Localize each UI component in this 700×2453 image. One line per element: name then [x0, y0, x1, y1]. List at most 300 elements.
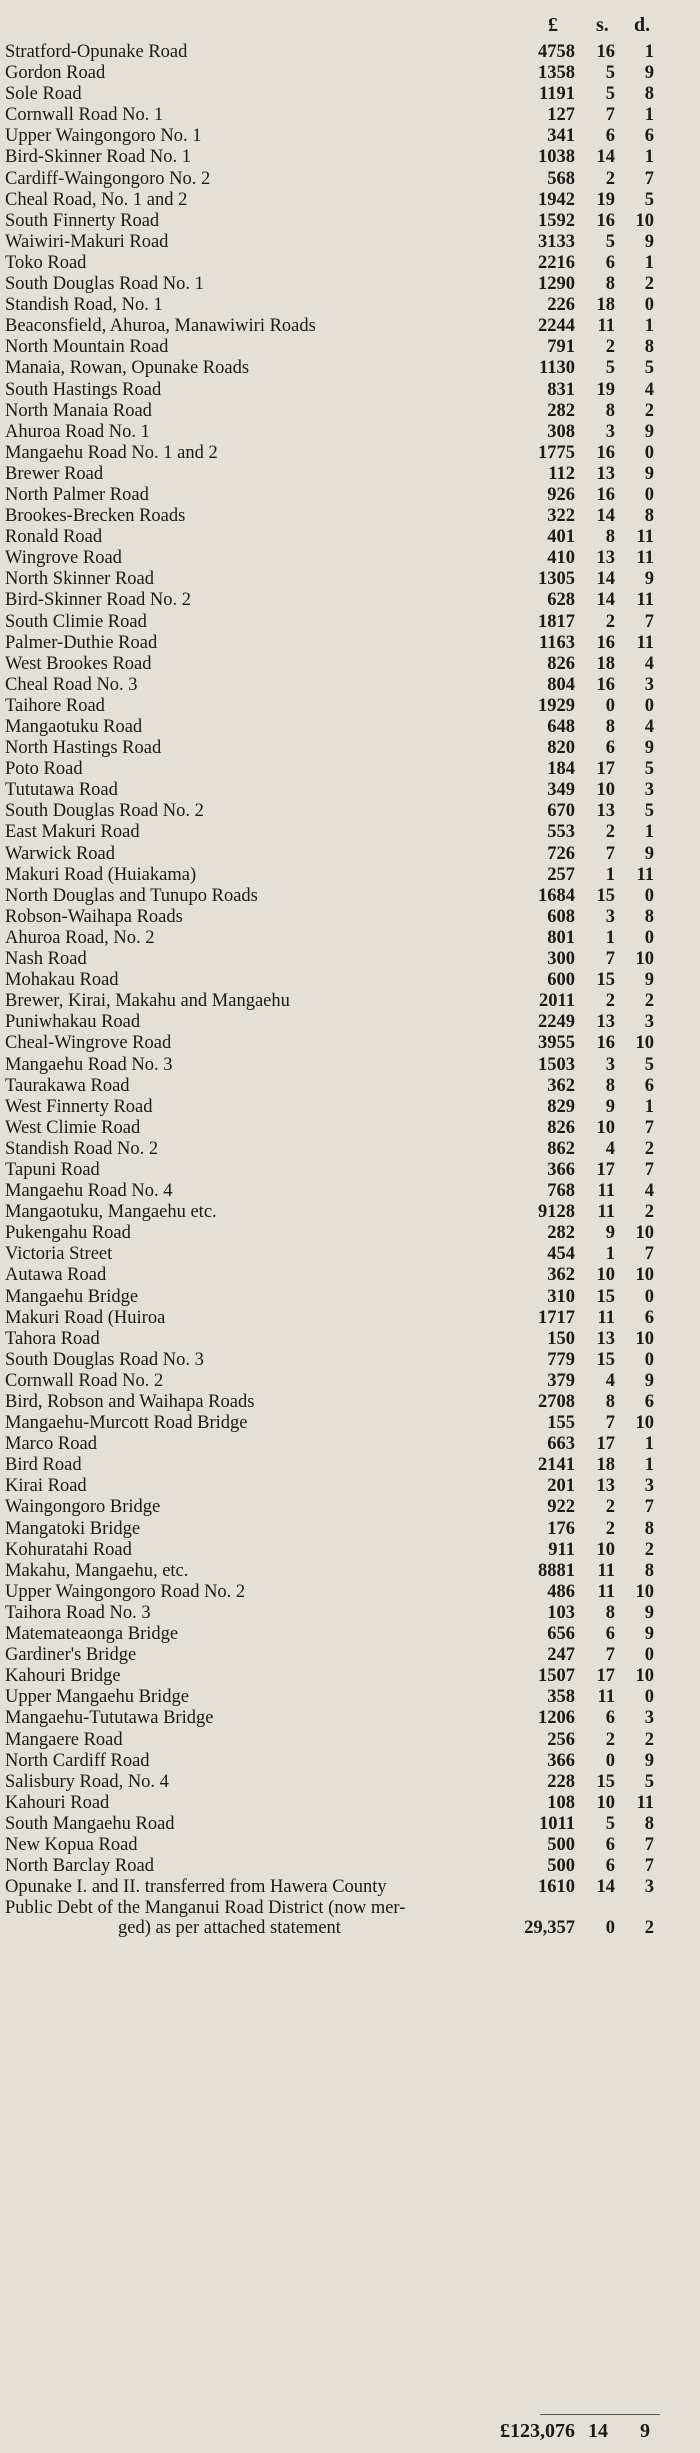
- row-shillings: 13: [596, 1012, 615, 1033]
- row-pence: 8: [644, 506, 654, 527]
- ledger-row: [0, 1582, 700, 1603]
- row-pence: 4: [644, 379, 654, 400]
- row-pounds: 1610: [538, 1877, 575, 1898]
- ledger-row: [0, 1814, 700, 1835]
- row-shillings: 18: [596, 295, 615, 316]
- row-name: Makahu, Mangaehu, etc.: [5, 1560, 189, 1581]
- row-pence: 1: [644, 252, 654, 273]
- row-pounds: 341: [547, 126, 575, 147]
- row-pounds: 358: [547, 1687, 575, 1708]
- row-shillings: 16: [596, 442, 615, 463]
- row-pounds: 184: [547, 759, 575, 780]
- row-name: Kirai Road: [5, 1476, 87, 1497]
- row-name: Cornwall Road No. 1: [5, 105, 164, 126]
- row-pounds: 663: [547, 1434, 575, 1455]
- row-pence: 0: [644, 1687, 654, 1708]
- row-pounds: 362: [547, 1265, 575, 1286]
- row-pounds: 401: [547, 527, 575, 548]
- row-pounds: 2216: [538, 252, 575, 273]
- row-pounds: 379: [547, 1370, 575, 1391]
- row-pence: 10: [635, 1223, 654, 1244]
- row-pounds: 820: [547, 738, 575, 759]
- row-name: North Manaia Road: [5, 400, 152, 421]
- row-pence: 4: [644, 1181, 654, 1202]
- row-shillings: 10: [596, 1265, 615, 1286]
- row-pounds: 282: [547, 1223, 575, 1244]
- row-shillings: 13: [596, 548, 615, 569]
- row-pence: 2: [644, 1138, 654, 1159]
- row-name: Mangaehu Road No. 3: [5, 1054, 173, 1075]
- ledger-row: [0, 886, 700, 907]
- row-name: Wingrove Road: [5, 548, 122, 569]
- row-pence: 1: [644, 1096, 654, 1117]
- total-pence: 9: [640, 2420, 650, 2442]
- row-pence: 7: [644, 168, 654, 189]
- row-shillings: 0: [605, 695, 615, 716]
- row-pence: 1: [644, 822, 654, 843]
- row-name: Palmer-Duthie Road: [5, 632, 158, 653]
- row-pounds: 322: [547, 506, 575, 527]
- row-name: Mangatoki Bridge: [5, 1518, 141, 1539]
- ledger-row: [0, 822, 700, 843]
- row-pence: 7: [644, 1159, 654, 1180]
- row-shillings: 6: [605, 1708, 615, 1729]
- row-pence: 5: [644, 1054, 654, 1075]
- ledger-row: [0, 380, 700, 401]
- row-pounds: 1929: [538, 695, 575, 716]
- ledger-row: [0, 1350, 700, 1371]
- ledger-row: [0, 1244, 700, 1265]
- row-name: Pukengahu Road: [5, 1223, 131, 1244]
- public-debt-row: [0, 1898, 700, 1938]
- row-name: Brewer Road: [5, 463, 104, 484]
- row-pence: 11: [636, 590, 654, 611]
- ledger-row: [0, 1730, 700, 1751]
- ledger-row: [0, 548, 700, 569]
- row-pence: 0: [644, 484, 654, 505]
- row-pounds: 862: [547, 1138, 575, 1159]
- row-shillings: 14: [596, 147, 615, 168]
- row-pounds: 366: [547, 1750, 575, 1771]
- row-pence: 8: [644, 1560, 654, 1581]
- row-pounds: 2141: [538, 1455, 575, 1476]
- row-name: Ronald Road: [5, 527, 103, 548]
- ledger-row: [0, 253, 700, 274]
- row-pounds: 3133: [538, 231, 575, 252]
- row-name: Cornwall Road No. 2: [5, 1370, 164, 1391]
- row-shillings: 16: [596, 484, 615, 505]
- row-pounds: 108: [547, 1792, 575, 1813]
- row-shillings: 5: [605, 231, 615, 252]
- row-pence: 9: [644, 843, 654, 864]
- ledger-row: [0, 316, 700, 337]
- row-pounds: 600: [547, 970, 575, 991]
- row-pounds: 608: [547, 906, 575, 927]
- row-pence: 8: [644, 906, 654, 927]
- row-name: Tahora Road: [5, 1328, 100, 1349]
- row-pounds: 553: [547, 822, 575, 843]
- row-pence: 0: [644, 695, 654, 716]
- row-pounds: 768: [547, 1181, 575, 1202]
- ledger-row: [0, 1666, 700, 1687]
- row-pounds: 155: [547, 1413, 575, 1434]
- row-pounds: 300: [547, 949, 575, 970]
- ledger-row: [0, 84, 700, 105]
- column-header: [0, 14, 700, 38]
- ledger-row: [0, 865, 700, 886]
- row-pence: 0: [644, 1645, 654, 1666]
- row-shillings: 2: [605, 1518, 615, 1539]
- row-pounds: 247: [547, 1645, 575, 1666]
- row-pounds: 256: [547, 1729, 575, 1750]
- row-shillings: 16: [596, 42, 615, 62]
- row-shillings: 15: [596, 1349, 615, 1370]
- row-shillings: 13: [596, 1476, 615, 1497]
- row-pence: 3: [644, 780, 654, 801]
- pence-header: d.: [634, 14, 651, 36]
- row-pounds: 1507: [538, 1666, 575, 1687]
- row-name: West Climie Road: [5, 1117, 141, 1138]
- row-shillings: 13: [596, 1328, 615, 1349]
- row-shillings: 3: [605, 421, 615, 442]
- row-pence: 3: [644, 1877, 654, 1898]
- ledger-row: [0, 506, 700, 527]
- row-name: Cheal Road No. 3: [5, 674, 138, 695]
- ledger-row: [0, 1287, 700, 1308]
- ledger-row: [0, 907, 700, 928]
- row-pounds: 201: [547, 1476, 575, 1497]
- ledger-row: [0, 949, 700, 970]
- ledger-row: [0, 1624, 700, 1645]
- row-name: Brewer, Kirai, Makahu and Mangaehu: [5, 991, 290, 1012]
- row-pounds: 2708: [538, 1392, 575, 1412]
- row-shillings: 7: [605, 1645, 615, 1666]
- row-pence: 3: [644, 674, 654, 695]
- ledger-row: [0, 1076, 700, 1097]
- row-pounds: 4758: [538, 42, 575, 62]
- row-shillings: 10: [596, 780, 615, 801]
- row-name: South Hastings Road: [5, 379, 162, 400]
- public-debt-pence: 2: [644, 1918, 654, 1939]
- row-shillings: 8: [605, 400, 615, 421]
- ledger-row: [0, 717, 700, 738]
- row-pence: 0: [644, 927, 654, 948]
- row-shillings: 8: [605, 527, 615, 548]
- row-shillings: 10: [596, 1792, 615, 1813]
- row-pounds: 500: [547, 1834, 575, 1855]
- row-pence: 10: [635, 949, 654, 970]
- ledger-row: [0, 1308, 700, 1329]
- row-shillings: 8: [605, 717, 615, 737]
- row-shillings: 8: [605, 1392, 615, 1412]
- row-pence: 4: [644, 717, 654, 737]
- row-pounds: 349: [547, 780, 575, 801]
- ledger-row: [0, 401, 700, 422]
- ledger-row: [0, 1708, 700, 1729]
- row-shillings: 2: [605, 1497, 615, 1518]
- row-pounds: 282: [547, 400, 575, 421]
- ledger-row: [0, 1265, 700, 1286]
- row-pence: 10: [635, 210, 654, 231]
- row-pence: 6: [644, 1392, 654, 1412]
- row-pence: 0: [644, 442, 654, 463]
- row-pounds: 2249: [538, 1012, 575, 1033]
- row-pence: 9: [644, 569, 654, 590]
- ledger-row: [0, 211, 700, 232]
- row-pounds: 628: [547, 590, 575, 611]
- row-shillings: 2: [605, 168, 615, 189]
- row-pence: 8: [644, 1813, 654, 1834]
- row-pounds: 310: [547, 1286, 575, 1307]
- row-shillings: 11: [597, 1202, 615, 1223]
- row-pounds: 911: [548, 1539, 575, 1560]
- row-shillings: 2: [605, 337, 615, 358]
- row-pence: 9: [644, 463, 654, 484]
- ledger-row: [0, 1561, 700, 1582]
- row-name: Bird Road: [5, 1455, 82, 1476]
- ledger-row: [0, 1097, 700, 1118]
- row-shillings: 9: [605, 1223, 615, 1244]
- row-pence: 7: [644, 1117, 654, 1138]
- row-pence: 6: [644, 126, 654, 147]
- row-name: Taihore Road: [5, 695, 105, 716]
- row-pence: 7: [644, 1497, 654, 1518]
- row-pence: 9: [644, 1750, 654, 1771]
- row-name: South Finnerty Road: [5, 210, 160, 231]
- row-pounds: 486: [547, 1581, 575, 1602]
- ledger-row: [0, 1055, 700, 1076]
- row-pence: 2: [644, 991, 654, 1012]
- row-pounds: 3955: [538, 1033, 575, 1054]
- row-pence: 0: [644, 1286, 654, 1307]
- row-pence: 1: [644, 42, 654, 62]
- row-pence: 8: [644, 1518, 654, 1539]
- ledger-row: [0, 126, 700, 147]
- row-pounds: 1290: [538, 274, 575, 295]
- total-pounds: £123,076: [500, 2420, 575, 2442]
- row-pounds: 779: [547, 1349, 575, 1370]
- public-debt-shillings: 0: [605, 1918, 615, 1939]
- row-shillings: 13: [596, 801, 615, 822]
- row-pounds: 726: [547, 843, 575, 864]
- row-pounds: 1717: [538, 1307, 575, 1328]
- row-pounds: 103: [547, 1602, 575, 1623]
- ledger-row: [0, 464, 700, 485]
- row-shillings: 16: [596, 674, 615, 695]
- ledger-row: [0, 147, 700, 168]
- row-pounds: 454: [547, 1244, 575, 1265]
- ledger-row: [0, 1603, 700, 1624]
- row-shillings: 7: [605, 105, 615, 126]
- ledger-row: [0, 1476, 700, 1497]
- ledger-row: [0, 1118, 700, 1139]
- row-pounds: 1503: [538, 1054, 575, 1075]
- row-name: Cardiff-Waingongoro No. 2: [5, 168, 211, 189]
- row-pence: 4: [644, 653, 654, 674]
- row-pence: 9: [644, 970, 654, 991]
- row-shillings: 19: [596, 189, 615, 210]
- row-name: Bird, Robson and Waihapa Roads: [5, 1392, 255, 1412]
- row-shillings: 7: [605, 843, 615, 864]
- row-pence: 10: [635, 1265, 654, 1286]
- ledger-row: [0, 358, 700, 379]
- row-name: Ahuroa Road, No. 2: [5, 927, 155, 948]
- row-pence: 7: [644, 1856, 654, 1877]
- row-shillings: 18: [596, 653, 615, 674]
- row-name: Mangaotuku, Mangaehu etc.: [5, 1202, 217, 1223]
- ledger-row: [0, 780, 700, 801]
- row-pounds: 1163: [539, 632, 575, 653]
- ledger-row: [0, 1455, 700, 1476]
- ledger-row: [0, 633, 700, 654]
- ledger-row: [0, 1687, 700, 1708]
- row-name: Bird-Skinner Road No. 2: [5, 590, 192, 611]
- row-pence: 9: [644, 738, 654, 759]
- row-shillings: 5: [605, 84, 615, 105]
- row-name: South Douglas Road No. 3: [5, 1349, 204, 1370]
- row-name: Kohuratahi Road: [5, 1539, 132, 1560]
- row-shillings: 14: [596, 506, 615, 527]
- row-pounds: 1775: [538, 442, 575, 463]
- row-pounds: 410: [547, 548, 575, 569]
- row-name: Manaia, Rowan, Opunake Roads: [5, 358, 250, 379]
- row-name: Mangaehu-Murcott Road Bridge: [5, 1413, 248, 1434]
- row-name: North Cardiff Road: [5, 1750, 150, 1771]
- row-pounds: 362: [547, 1075, 575, 1096]
- ledger-row: [0, 1371, 700, 1392]
- row-shillings: 18: [596, 1455, 615, 1476]
- public-debt-pounds: 29,357: [524, 1918, 575, 1939]
- row-name: Makuri Road (Huiakama): [5, 864, 197, 885]
- row-pounds: 568: [547, 168, 575, 189]
- row-name: Victoria Street: [5, 1244, 113, 1265]
- row-name: Kahouri Road: [5, 1792, 110, 1813]
- row-shillings: 17: [596, 759, 615, 780]
- row-shillings: 7: [605, 1413, 615, 1434]
- row-pence: 5: [644, 1771, 654, 1792]
- ledger-row: [0, 844, 700, 865]
- row-shillings: 11: [597, 1581, 615, 1602]
- ledger-row: [0, 274, 700, 295]
- row-shillings: 10: [596, 1117, 615, 1138]
- row-name: Mangaere Road: [5, 1729, 123, 1750]
- row-name: Poto Road: [5, 759, 83, 780]
- row-pounds: 112: [548, 463, 575, 484]
- ledger-row: [0, 569, 700, 590]
- row-shillings: 13: [596, 463, 615, 484]
- row-pounds: 804: [547, 674, 575, 695]
- row-name: Mangaehu-Tututawa Bridge: [5, 1708, 214, 1729]
- ledger-row: [0, 991, 700, 1012]
- row-pounds: 670: [547, 801, 575, 822]
- row-name: Marco Road: [5, 1434, 97, 1455]
- row-pounds: 831: [547, 379, 575, 400]
- total-rule: [540, 2414, 660, 2415]
- row-pounds: 226: [547, 295, 575, 316]
- row-pounds: 2011: [539, 991, 575, 1012]
- row-pence: 0: [644, 885, 654, 906]
- row-shillings: 3: [605, 1054, 615, 1075]
- row-shillings: 19: [596, 379, 615, 400]
- ledger-row: [0, 1519, 700, 1540]
- public-debt-line1: Public Debt of the Manganui Road District (now mer-: [5, 1898, 406, 1919]
- ledger-row: [0, 443, 700, 464]
- pounds-header: £: [548, 14, 558, 36]
- row-shillings: 14: [596, 590, 615, 611]
- row-pence: 7: [644, 1834, 654, 1855]
- row-name: Upper Waingongoro Road No. 2: [5, 1581, 246, 1602]
- ledger-row: [0, 1202, 700, 1223]
- row-pounds: 500: [547, 1856, 575, 1877]
- row-pence: 2: [644, 400, 654, 421]
- row-pence: 9: [644, 1370, 654, 1391]
- row-shillings: 16: [596, 632, 615, 653]
- row-shillings: 6: [605, 252, 615, 273]
- row-name: Stratford-Opunake Road: [5, 42, 188, 62]
- ledger-row: [0, 105, 700, 126]
- row-pounds: 308: [547, 421, 575, 442]
- row-name: Tututawa Road: [5, 780, 118, 801]
- row-name: North Skinner Road: [5, 569, 155, 590]
- row-pence: 1: [644, 105, 654, 126]
- row-shillings: 17: [596, 1159, 615, 1180]
- ledger-row: [0, 1012, 700, 1033]
- row-pounds: 829: [547, 1096, 575, 1117]
- ledger-row: [0, 1139, 700, 1160]
- row-shillings: 1: [605, 1244, 615, 1265]
- row-shillings: 16: [596, 210, 615, 231]
- row-shillings: 5: [605, 1813, 615, 1834]
- row-name: South Douglas Road No. 1: [5, 274, 204, 295]
- row-pounds: 791: [547, 337, 575, 358]
- row-pounds: 922: [547, 1497, 575, 1518]
- row-name: Ahuroa Road No. 1: [5, 421, 150, 442]
- row-shillings: 9: [605, 1096, 615, 1117]
- row-name: Robson-Waihapa Roads: [5, 906, 183, 927]
- row-shillings: 15: [596, 1286, 615, 1307]
- row-pence: 9: [644, 63, 654, 84]
- row-shillings: 11: [597, 316, 615, 337]
- row-shillings: 4: [605, 1370, 615, 1391]
- row-name: Upper Mangaehu Bridge: [5, 1687, 189, 1708]
- row-pence: 9: [644, 1624, 654, 1645]
- row-shillings: 11: [597, 1307, 615, 1328]
- row-pence: 11: [636, 527, 654, 548]
- row-pence: 11: [636, 632, 654, 653]
- row-pounds: 1038: [538, 147, 575, 168]
- ledger-row: [0, 801, 700, 822]
- row-name: North Hastings Road: [5, 738, 162, 759]
- ledger-row: [0, 527, 700, 548]
- ledger-row: [0, 654, 700, 675]
- row-shillings: 1: [605, 864, 615, 885]
- row-name: Waiwiri-Makuri Road: [5, 231, 169, 252]
- row-pence: 2: [644, 1539, 654, 1560]
- row-pounds: 8881: [538, 1560, 575, 1581]
- row-pounds: 801: [547, 927, 575, 948]
- ledger-row: [0, 190, 700, 211]
- row-pence: 10: [635, 1581, 654, 1602]
- row-pence: 1: [644, 147, 654, 168]
- row-shillings: 4: [605, 1138, 615, 1159]
- row-name: Mangaotuku Road: [5, 717, 143, 737]
- ledger-row: [0, 759, 700, 780]
- row-pounds: 826: [547, 653, 575, 674]
- row-name: Toko Road: [5, 252, 87, 273]
- row-name: Brookes-Brecken Roads: [5, 506, 186, 527]
- ledger-row: [0, 1413, 700, 1434]
- row-name: Standish Road, No. 1: [5, 295, 163, 316]
